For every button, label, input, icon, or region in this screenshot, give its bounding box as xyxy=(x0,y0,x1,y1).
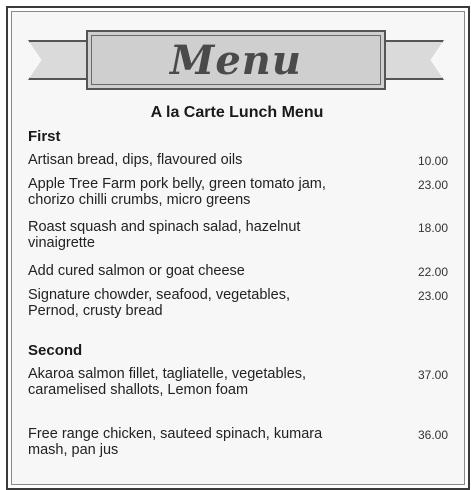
menu-item xyxy=(28,176,448,208)
item-price: 36.00 xyxy=(417,428,448,442)
item-name: Roast squash and spinach salad, hazelnut vinaigrette xyxy=(28,219,301,251)
menu-item xyxy=(28,287,448,319)
item-name: Akaroa salmon fillet, tagliatelle, vegetables, caramelised shallots, Lemon foam xyxy=(28,366,307,398)
section-heading-second: Second xyxy=(28,342,83,359)
item-name: Free range chicken, sauteed spinach, kumara mash, pan jus xyxy=(28,426,323,458)
menu-item xyxy=(28,426,448,458)
item-price: 23.00 xyxy=(417,178,448,192)
menu-item xyxy=(28,219,448,251)
menu-item xyxy=(28,366,448,398)
menu-title: Menu xyxy=(170,36,302,84)
item-price: 10.00 xyxy=(417,154,448,168)
item-price: 37.00 xyxy=(417,368,448,382)
menu-item xyxy=(28,263,448,279)
item-name: Signature chowder, seafood, vegetables, Pernod, crusty bread xyxy=(28,287,290,319)
item-name: Add cured salmon or goat cheese xyxy=(28,263,245,279)
item-price: 23.00 xyxy=(417,289,448,303)
section-heading-first: First xyxy=(28,128,61,145)
item-name: Apple Tree Farm pork belly, green tomato jam, chorizo chilli crumbs, micro greens xyxy=(28,176,326,208)
item-price: 18.00 xyxy=(417,221,448,235)
item-name: Artisan bread, dips, flavoured oils xyxy=(28,152,243,168)
ribbon-right xyxy=(382,40,444,80)
banner-box xyxy=(86,30,386,90)
menu-banner xyxy=(28,30,444,92)
ribbon-left xyxy=(28,40,90,80)
menu-item xyxy=(28,152,448,168)
item-price: 22.00 xyxy=(417,265,448,279)
menu-subtitle: A la Carte Lunch Menu xyxy=(150,104,324,121)
